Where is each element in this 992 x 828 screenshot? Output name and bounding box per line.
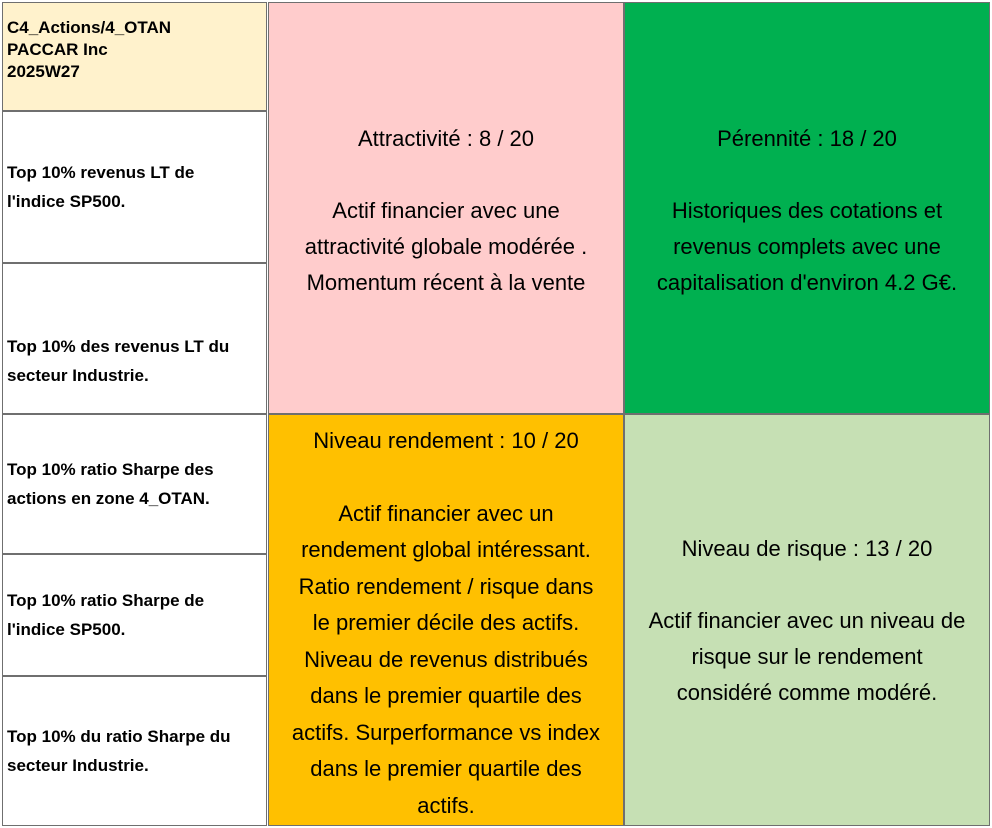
attractivite-desc-line: attractivité globale modérée .	[304, 234, 588, 259]
attractivite-panel	[268, 2, 624, 414]
rendement-desc-line: Ratio rendement / risque dans	[298, 573, 594, 599]
perennite-desc-line: Historiques des cotations et	[671, 198, 943, 223]
week-label: 2025W27	[7, 62, 80, 81]
rendement-desc-line: actifs. Surperformance vs index	[291, 719, 601, 745]
category-label: C4_Actions/4_OTAN	[7, 18, 172, 37]
perennite-score: Pérennité : 18 / 20	[717, 126, 897, 151]
attractivite-desc-line: Actif financier avec une	[332, 198, 560, 223]
perennite-desc-line: capitalisation d'environ 4.2 G€.	[656, 270, 958, 295]
rendement-panel	[268, 414, 624, 826]
criterion-line: secteur Industrie.	[7, 756, 149, 775]
criterion-line: actions en zone 4_OTAN.	[7, 489, 210, 508]
criterion-line: Top 10% revenus LT de	[7, 163, 195, 182]
risque-panel	[624, 414, 990, 826]
risque-score: Niveau de risque : 13 / 20	[681, 536, 933, 561]
attractivite-desc-line: Momentum récent à la vente	[306, 270, 586, 295]
attractivite-score: Attractivité : 8 / 20	[357, 126, 535, 151]
rendement-desc-line: le premier décile des actifs.	[312, 610, 580, 635]
risque-desc-line: considéré comme modéré.	[676, 680, 938, 705]
rendement-desc-line: actifs.	[417, 792, 475, 818]
rendement-desc-line: Actif financier avec un	[338, 500, 554, 526]
risque-desc-line: risque sur le rendement	[691, 644, 923, 669]
criterion-cell	[2, 554, 267, 676]
rendement-score: Niveau rendement : 10 / 20	[313, 428, 579, 453]
perennite-desc-line: revenus complets avec une	[673, 234, 941, 259]
criterion-line: l'indice SP500.	[7, 620, 126, 639]
criterion-line: Top 10% ratio Sharpe de	[7, 591, 205, 610]
rendement-desc-line: rendement global intéressant.	[301, 537, 591, 562]
criterion-cell	[2, 414, 267, 554]
company-name: PACCAR Inc	[7, 40, 108, 59]
criterion-line: Top 10% du ratio Sharpe du	[7, 727, 231, 746]
rendement-desc-line: Niveau de revenus distribués	[304, 646, 588, 672]
criterion-cell	[2, 676, 267, 826]
criterion-line: l'indice SP500.	[7, 192, 126, 211]
risque-desc-line: Actif financier avec un niveau de	[648, 608, 966, 633]
criterion-line: Top 10% des revenus LT du	[7, 336, 230, 356]
criterion-line: secteur Industrie.	[7, 365, 149, 385]
criterion-cell	[2, 111, 267, 263]
perennite-panel	[624, 2, 990, 414]
asset-header-cell	[2, 2, 267, 111]
criterion-cell	[2, 263, 267, 414]
rendement-desc-line: dans le premier quartile des	[310, 683, 582, 708]
criterion-line: Top 10% ratio Sharpe des	[7, 460, 214, 479]
rendement-desc-line: dans le premier quartile des	[310, 756, 582, 781]
